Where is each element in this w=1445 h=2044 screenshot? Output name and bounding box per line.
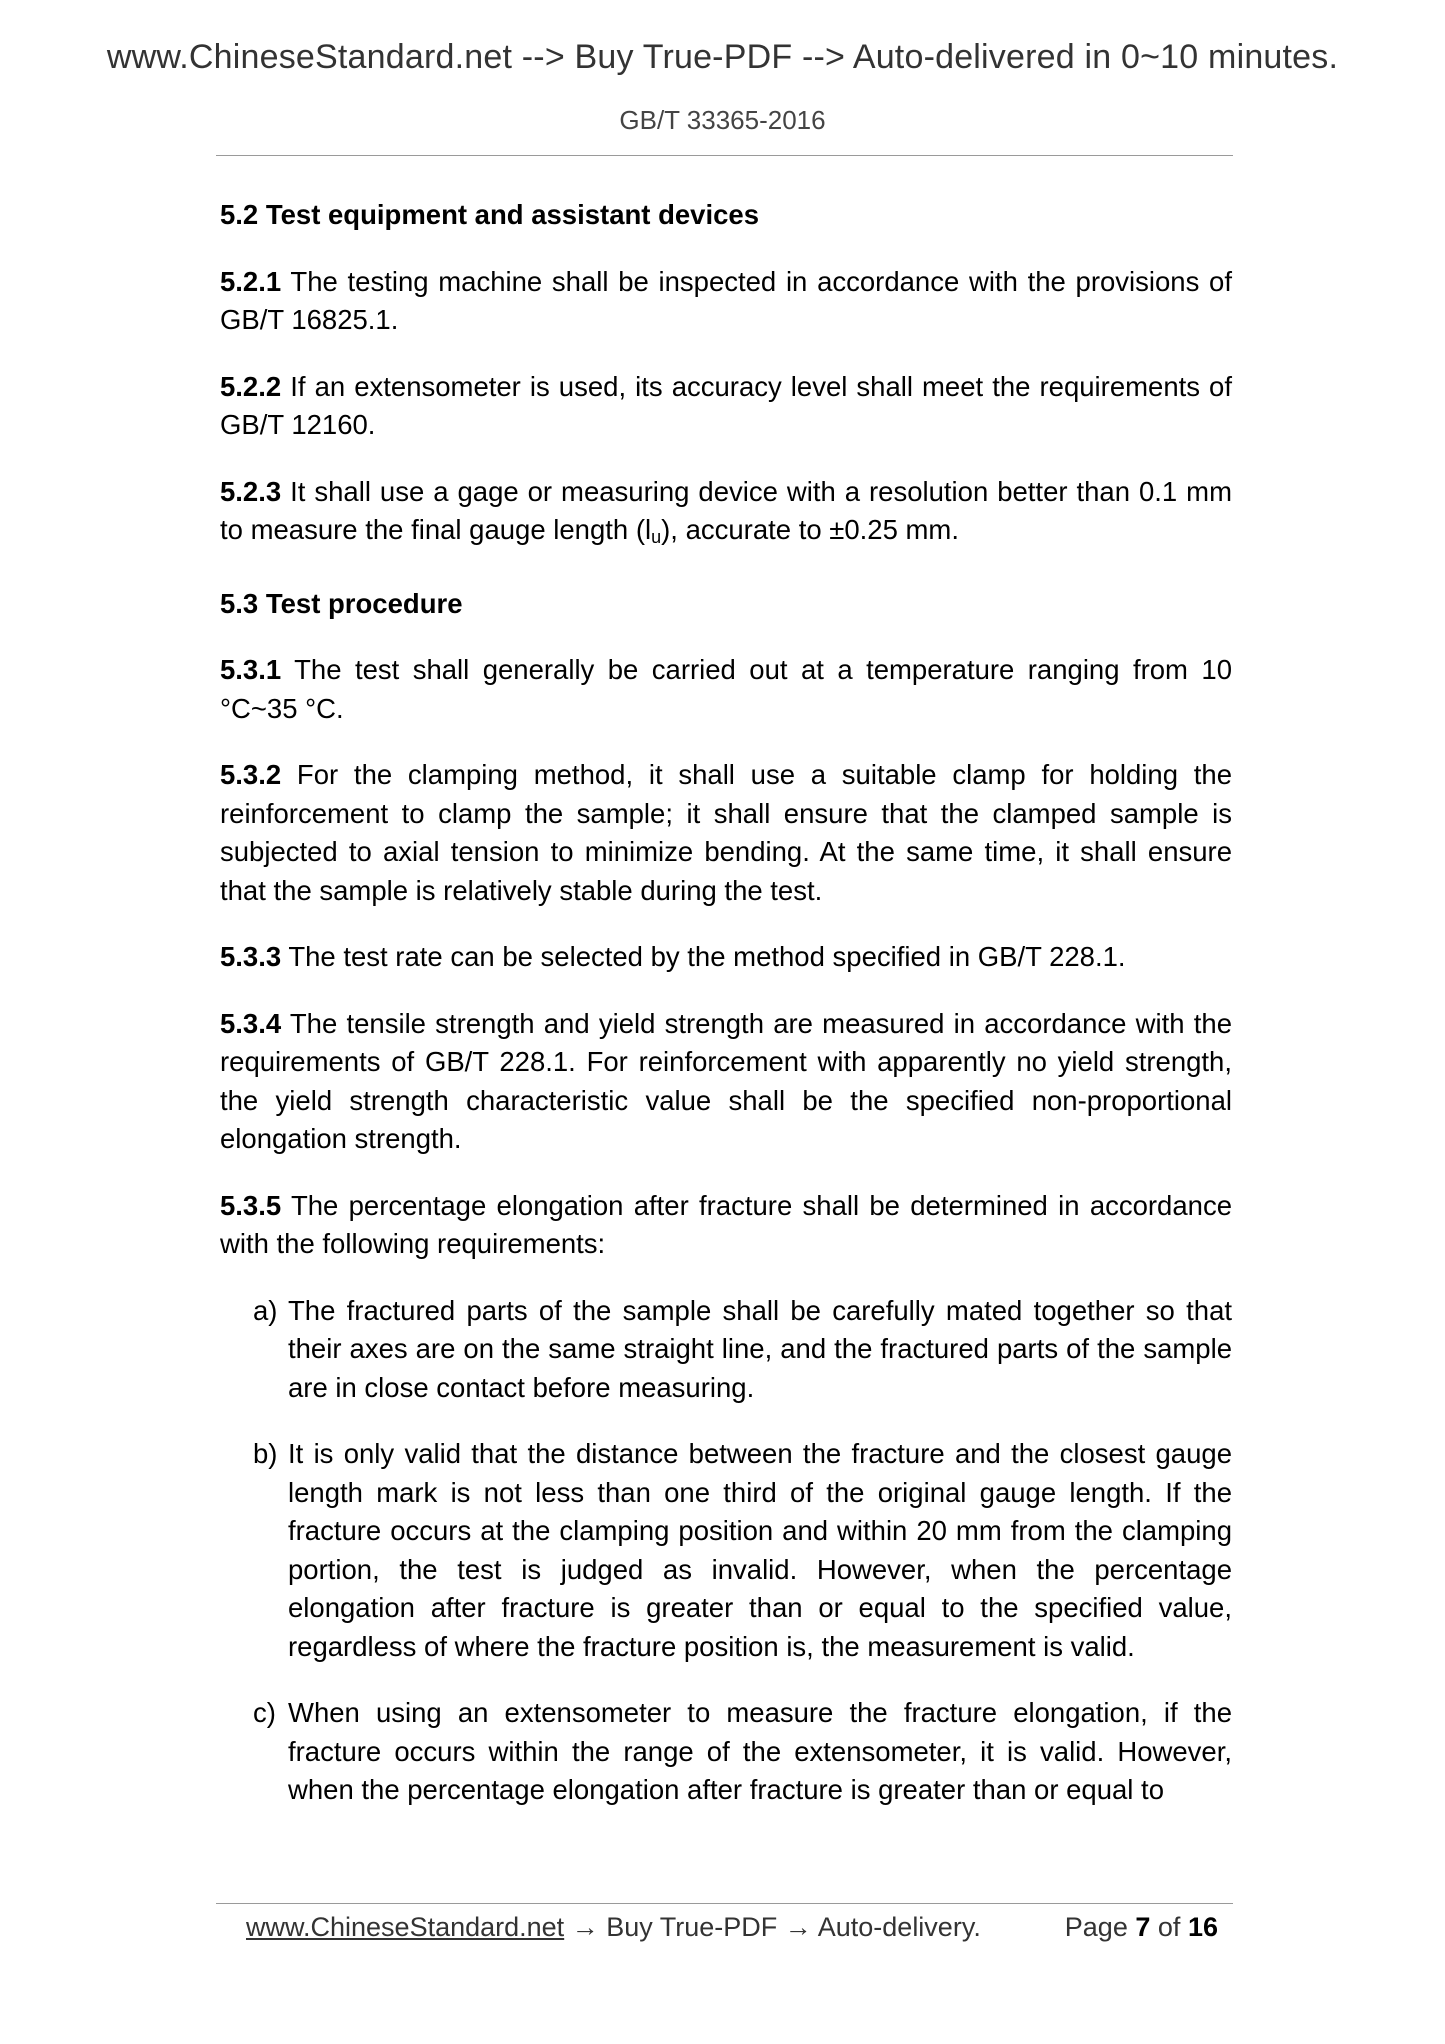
list-text: The fractured parts of the sample shall be carefully mated together so that their axes are on the same straight line, and the fractured parts of the sample are in close contact before measuring.	[288, 1294, 1232, 1403]
clause-text: The testing machine shall be inspected in accordance with the provisions of GB/T 16825.1.	[220, 265, 1232, 335]
clause-text: If an extensometer is used, its accuracy level shall meet the requirements of GB/T 12160.	[220, 370, 1232, 440]
clause-5-3-2	[220, 756, 1232, 910]
clause-5-2-3	[220, 473, 1232, 557]
page-total: 16	[1187, 1912, 1218, 1942]
list-marker: c)	[253, 1697, 276, 1728]
list-item-a	[220, 1292, 1232, 1408]
footer-link[interactable]: www.ChineseStandard.net	[246, 1912, 565, 1942]
clause-5-2-1	[220, 263, 1232, 340]
list-item-b	[220, 1435, 1232, 1666]
clause-5-3-3	[220, 938, 1232, 977]
list-marker: b)	[253, 1438, 278, 1469]
clause-number: 5.3.3	[220, 941, 282, 972]
clause-number: 5.3.1	[220, 654, 282, 685]
of-word: of	[1157, 1912, 1181, 1942]
header-divider	[216, 155, 1233, 156]
list-text: When using an extensometer to measure the fracture elongation, if the fracture occurs within the range of the extensometer, it is valid. However, when the percentage elongation after fracture is greater than or equal to	[288, 1697, 1232, 1805]
clause-text: The tensile strength and yield strength are measured in accordance with the requirements of GB/T 228.1. For reinforcement with apparently no yield strength, the yield strength characteristic value shall be the specified non-proportional elongation strength.	[220, 1007, 1232, 1154]
page-footer	[246, 1908, 1221, 1946]
page-word: Page	[1064, 1912, 1128, 1942]
clause-5-3-4	[220, 1005, 1232, 1159]
section-heading-5-2: 5.2 Test equipment and assistant devices	[220, 199, 759, 230]
page-indicator	[1065, 1908, 1218, 1946]
clause-text: The percentage elongation after fracture shall be determined in accordance with the following requirements:	[220, 1189, 1232, 1259]
clause-number: 5.2.1	[220, 265, 282, 297]
clause-text: The test shall generally be carried out at a temperature ranging from 10 °C~35 °C.	[220, 654, 1232, 724]
clause-number: 5.2.3	[220, 475, 282, 507]
clause-number: 5.3.5	[220, 1189, 282, 1221]
list-marker: a)	[253, 1294, 278, 1326]
clause-5-3-1	[220, 651, 1232, 728]
clause-number: 5.3.2	[220, 759, 282, 790]
section-heading-5-3: 5.3 Test procedure	[220, 587, 463, 619]
body-content	[220, 196, 1232, 1838]
standard-code: GB/T 33365-2016	[619, 105, 826, 135]
list-text: It is only valid that the distance between the fracture and the closest gauge length mark is not less than one third of the original gauge length. If the fracture occurs at the clamping position and within 20 mm from the clamping portion, the test is judged as invalid. However, when the percentage elongation after fracture is greater than or equal to the specified value, regardless of where the fracture position is, the measurement is valid.	[288, 1438, 1232, 1662]
clause-text: It shall use a gage or measuring device with a resolution better than 0.1 mm to measure the final gauge length (l	[220, 475, 1232, 545]
clause-number: 5.3.4	[220, 1007, 282, 1039]
clause-5-2-2	[220, 368, 1232, 445]
subscript: u	[651, 527, 662, 547]
clause-text: ), accurate to ±0.25 mm.	[661, 514, 959, 545]
footer-text: → Buy True-PDF → Auto-delivery.	[564, 1912, 981, 1942]
footer-divider	[216, 1903, 1233, 1904]
clause-5-3-5	[220, 1187, 1232, 1264]
clause-number: 5.2.2	[220, 370, 282, 402]
clause-text: For the clamping method, it shall use a suitable clamp for holding the reinforcement to clamp the sample; it shall ensure that the clamped sample is subjected to axial tension to minimize bending. At the same time, it shall ensure that the sample is relatively stable during the test.	[220, 759, 1232, 906]
clause-text: The test rate can be selected by the method specified in GB/T 228.1.	[281, 941, 1126, 972]
top-banner: www.ChineseStandard.net --> Buy True-PDF --> Auto-delivered in 0~10 minutes.	[106, 38, 1339, 76]
list-item-c	[220, 1694, 1232, 1810]
page-number: 7	[1135, 1912, 1151, 1942]
